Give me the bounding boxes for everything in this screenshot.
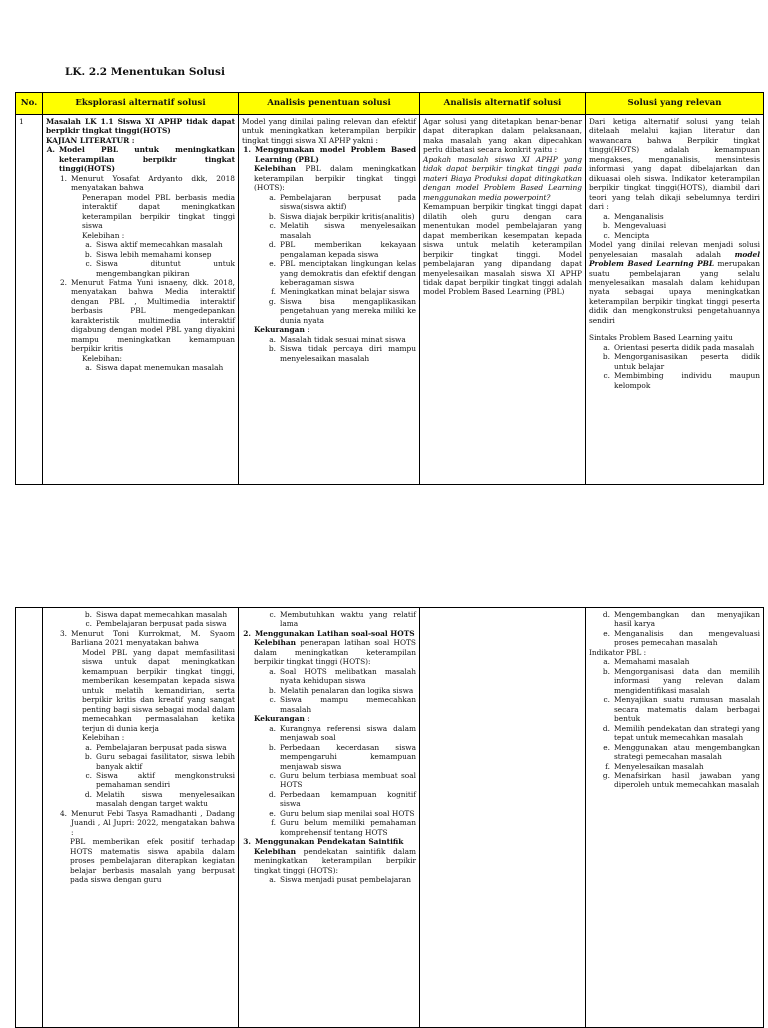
list-marker: a. (269, 723, 276, 733)
list-marker: 3. (243, 837, 251, 847)
list-text: Siswa bisa mengaplikasikan pengetahuan yang mereka miliki ke dunia nyata (280, 296, 416, 325)
text: Model yang dinilai relevan menjadi solusi penyelesaian masalah adalah (589, 240, 760, 259)
list-item (589, 667, 760, 695)
list-marker: b. (84, 610, 92, 619)
eksplorasi-content (46, 117, 235, 373)
list-item (46, 259, 235, 278)
cell-eksplorasi (43, 608, 239, 1028)
analisis-penentuan-content (242, 117, 416, 363)
list-marker: d. (84, 789, 92, 799)
list-text: Membutuhkan waktu yang relatif lama (280, 610, 416, 629)
list-item (242, 667, 416, 686)
list-text: Menyajikan suatu rumusan masalah secara matematis dalam berbagai bentuk (614, 695, 760, 724)
list-item (242, 164, 416, 192)
list-text: Menggunakan Pendekatan Saintifik (255, 837, 404, 847)
list-text: Siswa menjadi pusat pembelajaran (280, 875, 411, 885)
list-marker: g. (602, 770, 610, 780)
list-text: PBL memberikan kekayaan pengalaman kepada siswa (280, 240, 416, 259)
list-item (242, 695, 416, 714)
paragraph (589, 240, 760, 325)
table-row (16, 115, 764, 485)
list-text: Melatih penalaran dan logika siswa (280, 685, 414, 695)
list-marker: c. (269, 770, 276, 780)
list-item (589, 743, 760, 762)
paragraph: Dari ketiga alternatif solusi yang telah ditelaah melalui kajian literatur dan wawancara bahwa Berpikir tingkat tinggi(HOTS) adalah kemampuan mengakses, menganalisis, mensintesis informasi yang dapat dibelajarkan dan dikuasai oleh siswa. Indikator keterampilan berpikir tingkat tinggi(HOTS), diambil dari teori yang telah dikaji sebelumnya terdiri dari : (589, 117, 760, 212)
list-item (242, 837, 416, 846)
list-item (242, 297, 416, 325)
list-item (46, 354, 235, 363)
list-marker: a. (85, 742, 92, 752)
table-row (16, 608, 764, 1028)
list-marker: b. (268, 344, 276, 354)
list-item (46, 771, 235, 790)
list-marker: d. (602, 610, 610, 619)
list-item (46, 619, 235, 628)
list-item (46, 648, 235, 733)
list-text: Perbedaan kecerdasan siswa mempengaruhi kemampuan menjawab siswa (280, 742, 416, 771)
paragraph: KAJIAN LITERATUR : (46, 135, 135, 145)
list-item (46, 231, 235, 240)
list-item (46, 752, 235, 771)
list-marker: c. (269, 695, 276, 705)
list-text: Siswa dapat menemukan masalah (96, 363, 224, 373)
list-marker: d. (602, 723, 610, 733)
row-number: 1 (16, 115, 43, 485)
list-item (242, 686, 416, 695)
text-bold: model Problem Based Learning PBL (589, 249, 761, 269)
list-marker: f. (605, 761, 610, 771)
list-text: Melatih siswa menyelesaikan masalah dengan target waktu (96, 789, 235, 809)
list-text: PBL memberikan efek positif terhadap HOTS matematis siswa apabila dalam proses pembelajaran diterapkan kegiatan belajar berbasis masalah yang berpusat pada siswa dengan guru (70, 837, 235, 885)
list-marker: a. (603, 657, 610, 667)
list-text: Kelebihan PBL dalam meningkatkan keterampilan berpikir tingkat tinggi (HOTS): (254, 164, 416, 193)
eksplorasi-content (46, 610, 235, 885)
list-item (589, 762, 760, 771)
list-text: Orientasi peserta didik pada masalah (614, 342, 755, 352)
list-item (46, 733, 235, 742)
solution-table (15, 92, 764, 485)
list-marker: b. (84, 249, 92, 259)
list-marker: e. (269, 259, 276, 269)
list-item (242, 193, 416, 212)
list-item (589, 221, 760, 230)
indicator-list (589, 212, 760, 240)
header-solusi-relevan: Solusi yang relevan (586, 93, 764, 115)
list-marker: 1. (243, 145, 251, 155)
list-marker: b. (268, 211, 276, 221)
list-marker: a. (269, 334, 276, 344)
table-header-row (16, 93, 764, 115)
header-no: No. (16, 93, 43, 115)
list-item (242, 724, 416, 743)
list-item (589, 724, 760, 743)
list-marker: b. (602, 666, 610, 676)
list-marker: a. (269, 192, 276, 202)
list-marker: b. (268, 685, 276, 695)
list-text: Mengorganisasikan peserta didik untuk belajar (614, 352, 760, 371)
list-marker: A. (46, 145, 55, 155)
list-marker: e. (269, 808, 276, 818)
list-item (589, 657, 760, 666)
paragraph: Agar solusi yang ditetapkan benar-benar dapat diterapkan dalam pelaksanaan, maka masalah yang akan dipecahkan perlu dibatasi secara konkrit yaitu : (423, 117, 582, 155)
header-analisis-penentuan: Analisis penentuan solusi (239, 93, 420, 115)
list-marker: c. (269, 610, 276, 619)
list-marker: b. (602, 352, 610, 362)
list-text: Menggunakan atau mengembangkan strategi pemecahan masalah (614, 742, 760, 762)
list-marker: g. (268, 296, 276, 306)
list-item (46, 240, 235, 249)
list-text: Menggunakan Latihan soal-soal HOTS (255, 628, 415, 638)
list-text: Melatih siswa menyelesaikan masalah (280, 221, 416, 240)
list-marker: 4. (59, 808, 67, 818)
list-item (46, 629, 235, 648)
list-marker: b. (84, 752, 92, 762)
list-item (589, 212, 760, 221)
cell-analisis-alternatif (420, 608, 586, 1028)
paragraph: Model yang dinilai paling relevan dan efektif untuk meningkatkan keterampilan berpikir tingkat tinggi siswa XI APHP yakni : (242, 117, 416, 145)
list-item (589, 371, 760, 390)
analisis-penentuan-content (242, 610, 416, 885)
text: merupakan suatu pembelajaran yang selalu menyelesaikan masalah dalam kehidupan nyata sebagai upaya meningkatkan keterampilan berpikir tingkat tinggi peserta didik dan mengkonstruksi pengetahuannya sendiri (589, 259, 760, 325)
list-text: Kekurangan : (254, 714, 310, 724)
list-marker: a. (269, 875, 276, 885)
list-text: Mencipta (614, 230, 650, 240)
list-marker: c. (603, 695, 610, 705)
list-marker: c. (603, 371, 610, 381)
list-item (46, 363, 235, 372)
cell-solusi-relevan (586, 115, 764, 485)
list-item (589, 771, 760, 790)
list-item (242, 610, 416, 629)
list-marker: c. (85, 619, 92, 629)
list-text: Menganalisis dan mengevaluasi proses pemecahan masalah (614, 628, 760, 648)
list-marker: f. (271, 287, 276, 297)
list-text: Menurut Yosafat Ardyanto dkk, 2018 menyatakan bahwa (71, 173, 235, 193)
list-text: Pembelajaran berpusat pada siswa (96, 742, 227, 752)
list-text: Menafsirkan hasil jawaban yang diperoleh untuk memecahkan masalah (614, 770, 760, 790)
list-item (242, 743, 416, 771)
list-marker: 3. (59, 628, 67, 638)
list-item (46, 610, 235, 619)
list-marker: b. (268, 742, 276, 752)
list-item (46, 837, 235, 884)
list-item (242, 145, 416, 164)
list-marker: c. (85, 770, 92, 780)
list-item (589, 352, 760, 371)
list-marker: a. (603, 211, 610, 221)
list-marker: 1. (59, 173, 67, 183)
list-text: Pembelajaran berpusat pada siswa(siswa aktif) (280, 192, 416, 212)
list-text: Mengembangkan dan menyajikan hasil karya (614, 610, 760, 629)
list-text: Perbedaan kemampuan kognitif siswa (280, 789, 416, 809)
list-item (46, 250, 235, 259)
page-title: LK. 2.2 Menentukan Solusi (65, 66, 225, 78)
list-item (46, 790, 235, 809)
paragraph: Masalah LK 1.1 Siswa XI APHP tidak dapat berpikir tingkat tinggi(HOTS) (46, 117, 235, 136)
list-marker: d. (268, 240, 276, 250)
paragraph: Kemampuan berpikir tingkat tinggi dapat dilatih oleh guru dengan cara menentukan model pembelajaran yang dapat memberikan kesempatan kepada siswa untuk melatih keterampilan berpikir tingkat tinggi. Model pembelajaran yang dipandang dapat menyelesaikan masalah siswa XI APHP tidak dapat berpikir tingkat tinggi adalah model Problem Based Learning (PBL) (423, 202, 582, 297)
list-item (242, 875, 416, 884)
list-item (242, 335, 416, 344)
list-text: Kekurangan : (254, 325, 310, 335)
list-text: Siswa diajak berpikir kritis(analitis) (280, 211, 415, 221)
list-text: Siswa dapat memecahkan masalah (96, 610, 228, 619)
list-text: Pembelajaran berpusat pada siswa (96, 619, 227, 629)
solution-table-continued (15, 607, 764, 1028)
syntax-list (589, 610, 760, 648)
list-text: Masalah tidak sesuai minat siswa (280, 334, 406, 344)
list-item (242, 240, 416, 259)
list-item (46, 193, 235, 231)
list-text: Siswa dituntut untuk mengembangkan pikiran (96, 259, 235, 278)
list-marker: e. (603, 742, 610, 752)
list-text: Guru belum memiliki pemahaman komprehensif tentang HOTS (280, 818, 416, 837)
list-text: Siswa lebih memahami konsep (96, 249, 212, 259)
cell-analisis-penentuan (239, 115, 420, 485)
list-item (589, 629, 760, 648)
list-item (589, 231, 760, 240)
list-text: Menurut Febi Tasya Ramadhanti , Dadang Juandi , Al Jupri: 2022, mengatakan bahwa : (71, 808, 235, 837)
syntax-list (589, 343, 760, 390)
list-text: Mengevaluasi (614, 221, 667, 231)
paragraph: Sintaks Problem Based Learning yaitu (589, 333, 733, 343)
cell-analisis-alternatif (420, 115, 586, 485)
list-item (242, 325, 416, 334)
list-item (242, 629, 416, 638)
list-item (46, 145, 235, 173)
list-text: Menganalisis (614, 211, 664, 221)
list-text: Kelebihan penerapan latihan soal HOTS dalam meningkatkan keterampilan berpikir tingkat tinggi (HOTS): (254, 638, 416, 667)
list-marker: a. (269, 666, 276, 676)
list-text: Guru sebagai fasilitator, siswa lebih banyak aktif (96, 752, 235, 771)
list-item (242, 221, 416, 240)
list-text: Meningkatkan minat belajar siswa (280, 287, 410, 297)
row-number-empty (16, 608, 43, 1028)
list-text: Menyelesaikan masalah (614, 761, 704, 771)
list-item (242, 287, 416, 296)
indicator-list (589, 657, 760, 790)
list-item (46, 278, 235, 354)
list-item (242, 818, 416, 837)
list-item (242, 847, 416, 875)
list-text: Penerapan model PBL berbasis media interaktif dapat meningkatkan keterampilan berpikir tingkat tinggi siswa (82, 192, 235, 231)
list-text: Menurut Fatma Yuni isnaeny, dkk. 2018, menyatakan bahwa Media interaktif dengan PBL , Multimedia interaktif berbasis PBL mengedepankan karakteristik multimedia interaktif digabung dengan model PBL yang diyakini mampu meningkatkan kemampuan berpikir kritis (71, 277, 235, 354)
list-item (46, 809, 235, 837)
list-text: Model PBL untuk meningkatkan keterampilan berpikir tingkat tinggi(HOTS) (59, 145, 235, 174)
list-item (242, 212, 416, 221)
list-text: Soal HOTS melibatkan masalah nyata kehidupan siswa (280, 666, 416, 686)
list-text: Kelebihan: (82, 353, 122, 363)
list-marker: 2. (59, 277, 67, 287)
header-eksplorasi: Eksplorasi alternatif solusi (43, 93, 239, 115)
list-marker: f. (271, 818, 276, 828)
list-item (242, 638, 416, 666)
list-item (46, 743, 235, 752)
list-item (242, 790, 416, 809)
list-item (242, 259, 416, 287)
list-text: Guru belum siap menilai soal HOTS (280, 808, 415, 818)
list-marker: a. (603, 342, 610, 352)
list-marker: 2. (243, 628, 251, 638)
list-marker: c. (85, 259, 92, 269)
list-text: Membimbing individu maupun kelompok (614, 371, 760, 390)
list-item (242, 344, 416, 363)
list-text: PBL menciptakan lingkungan kelas yang demokratis dan efektif dengan keberagaman siswa (280, 259, 416, 287)
cell-solusi-relevan (586, 608, 764, 1028)
list-text: Model PBL yang dapat memfasilitasi siswa untuk dapat meningkatkan kemampuan berpikir tingkat tinggi, memberikan kesempatan kepada siswa untuk melatih kemandirian, serta berpikir kritis dan kreatif yang sangat penting bagi siswa sebagai modal dalam memecahkan permasalahan ketika terjun di dunia kerja (82, 647, 235, 733)
list-marker: a. (85, 240, 92, 250)
list-marker: c. (603, 230, 610, 240)
list-text: Kelebihan : (82, 230, 125, 240)
list-text: Mengorganisasi data dan memilih informasi yang relevan dalam mengidentifikasi masalah (614, 666, 760, 695)
cell-analisis-penentuan (239, 608, 420, 1028)
paragraph: Indikator PBL : (589, 647, 647, 657)
list-text: Siswa aktif memecahkan masalah (96, 240, 223, 250)
list-text: Siswa mampu memecahkan masalah (280, 695, 416, 714)
paragraph-question: Apakah masalah siswa XI APHP yang tidak dapat berpikir tingkat tinggi pada materi Biaya Produksi dapat ditingkatkan dengan model Problem Based Learning menggunakan media powerpoint? (423, 154, 582, 202)
list-text: Memilih pendekatan dan strategi yang tepat untuk memecahkan masalah (614, 723, 760, 743)
list-marker: e. (603, 628, 610, 638)
header-analisis-alternatif: Analisis alternatif solusi (420, 93, 586, 115)
list-marker: c. (269, 221, 276, 231)
list-item (242, 714, 416, 723)
list-text: Menggunakan model Problem Based Learning (PBL) (255, 145, 416, 164)
list-text: Memahami masalah (614, 657, 690, 667)
list-item (589, 610, 760, 629)
list-marker: b. (602, 221, 610, 231)
list-item (589, 695, 760, 723)
list-text: Kelebihan : (82, 733, 125, 743)
list-text: Siswa tidak percaya diri mampu menyelesaikan masalah (280, 344, 416, 363)
list-text: Menurut Toni Kurrokmat, M. Syaom Barliana 2021 menyatakan bahwa (71, 628, 235, 648)
list-item (242, 771, 416, 790)
list-text: Siswa aktif mengkonstruksi pemahaman sendiri (96, 770, 235, 790)
list-marker: a. (85, 363, 92, 373)
list-text: Guru belum terbiasa membuat soal HOTS (280, 770, 416, 790)
list-marker: d. (268, 789, 276, 799)
list-item (242, 809, 416, 818)
list-item (46, 174, 235, 193)
list-item (589, 343, 760, 352)
list-text: Kelebihan pendekatan saintifik dalam meningkatkan keterampilan berpikir tingkat tinggi (HOTS): (254, 846, 416, 875)
list-text: Kurangnya referensi siswa dalam menjawab soal (280, 723, 416, 743)
cell-eksplorasi (43, 115, 239, 485)
